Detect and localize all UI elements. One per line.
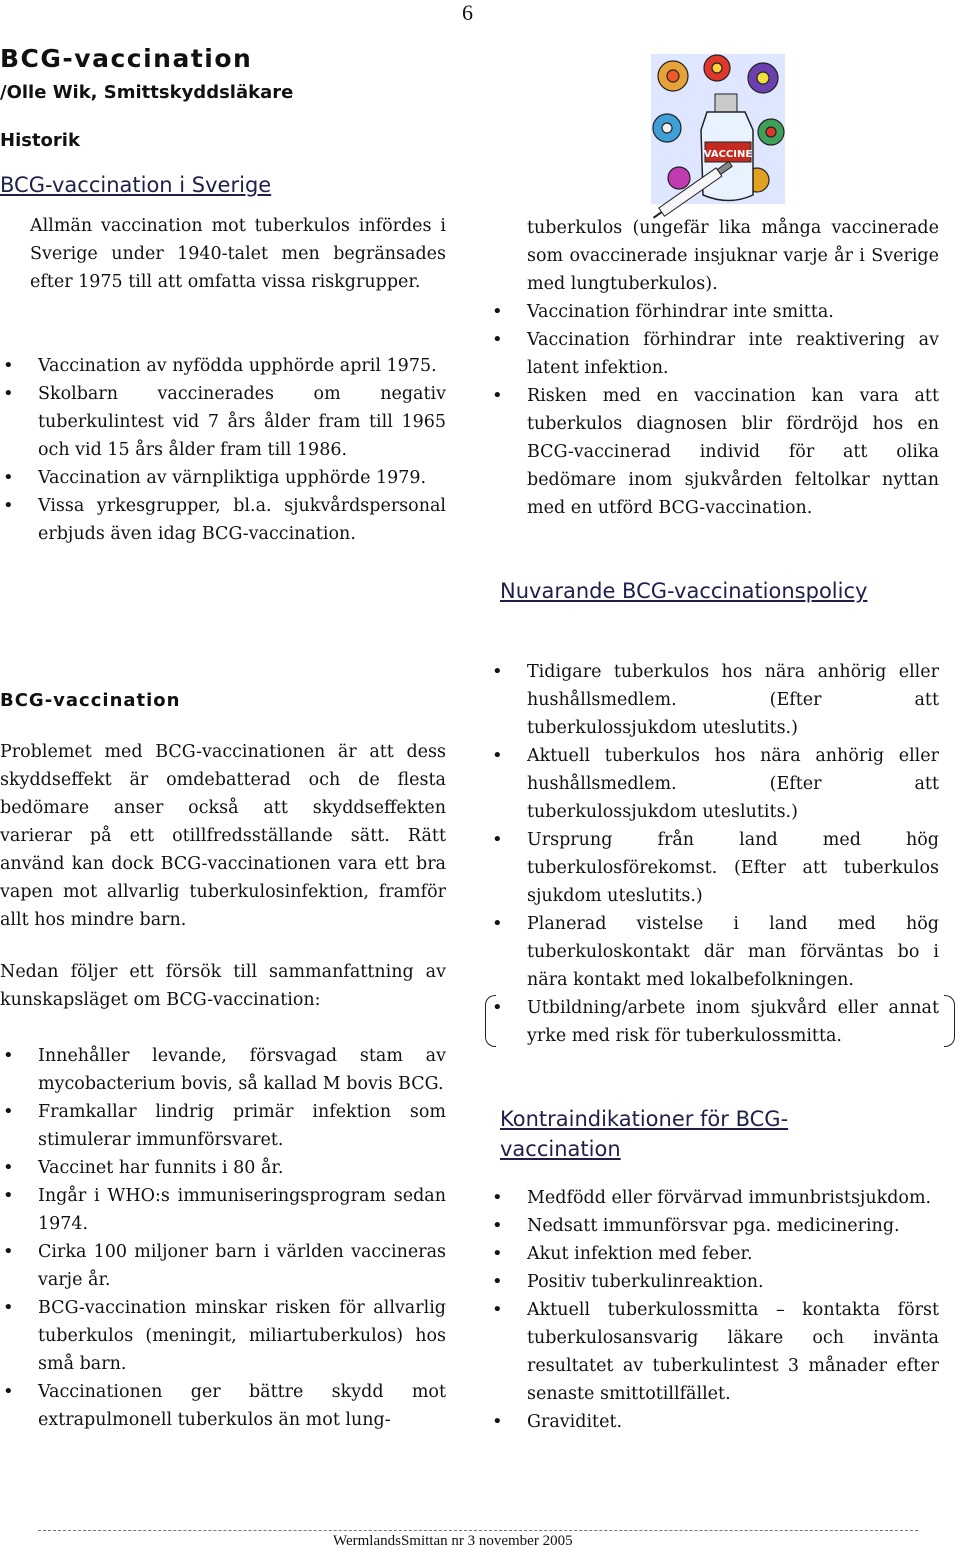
article-title: BCG-vaccination: [0, 44, 253, 73]
history-bullet-list: [0, 352, 446, 548]
list-item: • Vaccinet har funnits i 80 år.: [0, 1154, 446, 1182]
list-item: • Planerad vistelse i land med hög tuberkuloskontakt där man förväntas bo i nära kontakt med lokalbefolkningen.: [489, 910, 939, 994]
list-item: • Positiv tuberkulinreaktion.: [489, 1268, 939, 1296]
knowledge-bullet-list: [0, 1042, 446, 1434]
historik-heading: Historik: [0, 130, 80, 151]
footer-rule: [38, 1530, 918, 1531]
list-item: • Vissa yrkesgrupper, bl.a. sjukvårdspersonal erbjuds även idag BCG-vaccination.: [0, 492, 446, 548]
list-item: • Utbildning/arbete inom sjukvård eller annat yrke med risk för tuberkulossmitta.: [489, 994, 939, 1050]
list-item: • Vaccination av värnpliktiga upphörde 1979.: [0, 464, 446, 492]
list-item: • Graviditet.: [489, 1408, 939, 1436]
list-item: • Ursprung från land med hög tuberkulosförekomst. (Efter att tuberkulos sjukdom uteslutits.): [489, 826, 939, 910]
list-item: • Ingår i WHO:s immuniseringsprogram sedan 1974.: [0, 1182, 446, 1238]
page-number: 6: [462, 0, 473, 25]
left-bracket: [485, 995, 496, 1047]
list-item: • Vaccination förhindrar inte smitta.: [489, 298, 939, 326]
policy-heading: Nuvarande BCG-vaccinationspolicy: [500, 579, 868, 603]
list-item: • Skolbarn vaccinerades om negativ tuberkulintest vid 7 års ålder fram till 1965 och vid 15 års ålder fram till 1986.: [0, 380, 446, 464]
contra-bullet-list: [489, 1184, 939, 1436]
list-item: • Vaccination förhindrar inte reaktivering av latent infektion.: [489, 326, 939, 382]
list-item: • Vaccination av nyfödda upphörde april 1975.: [0, 352, 446, 380]
list-item: • Risken med en vaccination kan vara att tuberkulos diagnosen blir fördröjd hos en BCG-vaccinerad individ för att olika bedömare inom sjukvården feltolkar nyttan med en utförd BCG-vaccination.: [489, 382, 939, 522]
effect-bullet-list: [489, 298, 939, 522]
list-item: • Medfödd eller förvärvad immunbristsjukdom.: [489, 1184, 939, 1212]
list-item: • Vaccinationen ger bättre skydd mot extrapulmonell tuberkulos än mot lung-: [0, 1378, 446, 1434]
list-item: • Aktuell tuberkulossmitta – kontakta först tuberkulosansvarig läkare och invänta resultatet av tuberkulintest 3 månader efter senaste smittotillfället.: [489, 1296, 939, 1408]
article-author: /Olle Wik, Smittskyddsläkare: [0, 82, 294, 103]
bcg-subheading: BCG-vaccination: [0, 690, 181, 711]
sweden-heading: BCG-vaccination i Sverige: [0, 173, 272, 197]
list-item: • Nedsatt immunförsvar pga. medicinering.: [489, 1212, 939, 1240]
contra-heading: Kontraindikationer för BCG-vaccination: [500, 1107, 789, 1161]
intro-paragraph: Allmän vaccination mot tuberkulos infördes i Sverige under 1940-talet men begränsades efter 1975 till att omfatta vissa riskgrupper.: [30, 216, 446, 292]
problem-paragraph: Problemet med BCG-vaccinationen är att dess skyddseffekt är omdebatterad och de flesta bedömare anser också att skyddseffekten varierar på ett otillfredsställande sätt. Rätt använd kan dock BCG-vaccinationen vara ett bra vapen mot allvarlig tuberkulosinfektion, framför allt hos mindre barn.: [0, 742, 446, 930]
footer-text: WermlandsSmittan nr 3 november 2005: [333, 1533, 573, 1549]
list-item: • BCG-vaccination minskar risken för allvarlig tuberkulos (meningit, miliartuberkulos) hos små barn.: [0, 1294, 446, 1378]
list-item: • Cirka 100 miljoner barn i världen vaccineras varje år.: [0, 1238, 446, 1294]
vaccine-illustration: [645, 50, 790, 220]
policy-bullet-list: [489, 658, 939, 1050]
summary-paragraph: Nedan följer ett försök till sammanfattning av kunskapsläget om BCG-vaccination:: [0, 962, 446, 1010]
list-item: • Akut infektion med feber.: [489, 1240, 939, 1268]
right-bracket: [944, 995, 955, 1047]
list-item: • Aktuell tuberkulos hos nära anhörig eller hushållsmedlem. (Efter att tuberkulossjukdom uteslutits.): [489, 742, 939, 826]
vaccine-clipart-icon: [645, 50, 790, 220]
list-item: • Tidigare tuberkulos hos nära anhörig eller hushållsmedlem. (Efter att tuberkulossjukdom uteslutits.): [489, 658, 939, 742]
list-item: • Framkallar lindrig primär infektion som stimulerar immunförsvaret.: [0, 1098, 446, 1154]
continuation-paragraph: tuberkulos (ungefär lika många vaccinerade som ovaccinerade insjuknar varje år i Sverige med lungtuberkulos).: [527, 218, 939, 294]
vaccine-label: VACCINE: [703, 149, 753, 160]
list-item: • Innehåller levande, försvagad stam av mycobacterium bovis, så kallad M bovis BCG.: [0, 1042, 446, 1098]
